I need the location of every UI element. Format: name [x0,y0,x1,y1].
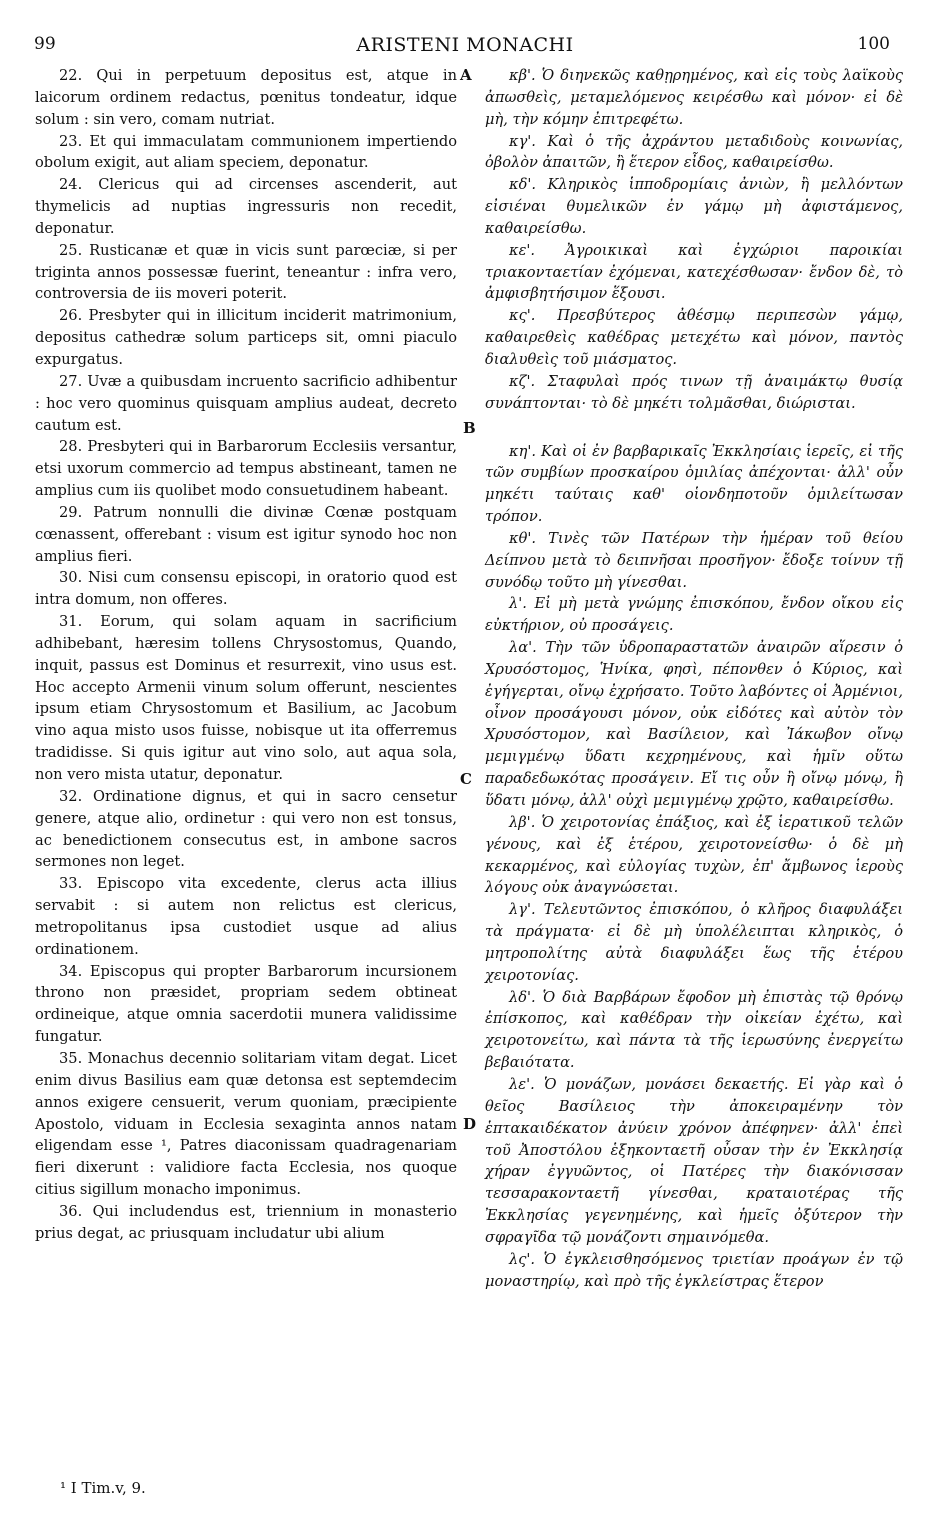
footnote: ¹ I Tim.v, 9. [60,1479,146,1497]
greek-canon-36: λς'. Ὁ ἐγκλεισθησόμενος τριετίαν προάγων ἐν τῷ μοναστηρίῳ, καὶ πρὸ τῆς ἐγκλείστρας ἕτερον [485,1250,903,1290]
spacer [485,415,903,441]
margin-marker-b: B [463,419,476,437]
greek-canon-26: κς'. Πρεσβύτερος ἀθέσμῳ περιπεσὼν γάμῳ, καθαιρεθεὶς καθέδρας μετεχέτω καὶ μόνον, παντὸς διαλυθεὶς τοῦ μιάσματος. [485,307,903,368]
greek-canon-31: λα'. Τὴν τῶν ὑδροπαραστατῶν ἀναιρῶν αἵρεσιν ὁ Χρυσόστομος, Ἡνίκα, φησὶ, πέπονθεν ὁ Κύριος, καὶ ἐγήγερται, οἴνῳ ἐχρήσατο. Τοῦτο λαβόντες οἱ Ἀρμένιοι, οἶνον προσάγουσι μόνον, οὐκ εἰδότες καὶ αὐτὸν τὸν Χρυσόστομον, καὶ Βασίλειον, καὶ Ἰάκωβον οἴνῳ μεμιγμένῳ ὕδατι κεχρημένους, καὶ ἡμῖν οὕτω παραδεδωκότας προσάγειν. Εἴ τις οὖν ἢ οἴνῳ μόνῳ, ἢ ὕδατι μόνῳ, ἀλλ' οὐχὶ μεμιγμένῳ χρῷτο, καθαιρείσθω. [485,639,903,809]
latin-column [35,65,457,1245]
greek-canon-29: κθ'. Τινὲς τῶν Πατέρων τὴν ἡμέραν τοῦ θείου Δείπνου μετὰ τὸ δειπνῆσαι προσῆγον· ἔδοξε τοίνυν τῇ συνόδῳ τοῦτο μὴ γίνεσθαι. [485,529,903,591]
latin-canon-31: 31. Eorum, qui solam aquam in sacrificium adhibebant, hæresim tollens Chrysostomus, Quando, inquit, passus est Dominus et resurrexit, vino usus est. Hoc accepto Armenii vinum solum offerunt, nescientes ipsum etiam Chrysostomum et Basilium, ac Jacobum vino aqua misto usos fuisse, nobisque ut ita offerremus tradidisse. Si quis igitur aut vino solo, aut aqua sola, non vero mista utatur, deponatur. [35,613,457,783]
greek-canon-24: κδ'. Κληρικὸς ἱπποδρομίαις ἀνιὼν, ἢ μελλόντων εἰσιέναι θυμελικῶν ἐν γάμῳ μὴ ἀφιστάμενος, καθαιρείσθω. [485,176,903,237]
margin-marker-d: D [463,1115,477,1133]
latin-canon-27: 27. Uvæ a quibusdam incruento sacrificio adhibentur : hoc vero quominus quisquam amplius audeat, decreto cautum est. [35,372,457,434]
page-number-left: 99 [34,34,56,54]
greek-canon-28: κη'. Καὶ οἱ ἐν βαρβαρικαῖς Ἐκκλησίαις ἱερεῖς, εἰ τῆς τῶν συμβίων προσκαίρου ὁμιλίας ἀπέχονται· ἀλλ' οὖν μηκέτι ταύταις καθ' οἱονδηποτοῦν ὁμιλείτωσαν τρόπον. [485,442,903,526]
greek-canon-33: λγ'. Τελευτῶντος ἐπισκόπου, ὁ κλῆρος διαφυλάξει τὰ πράγματα· εἰ δὲ μὴ ὑπολέλειπται κληρικὸς, ὁ μητροπολίτης αὐτὰ διαφυλάξει ἕως τῆς ἑτέρου χειροτονίας. [485,901,903,984]
margin-marker-a: A [460,66,472,84]
latin-canon-32: 32. Ordinatione dignus, et qui in sacro censetur genere, atque alio, ordinetur : qui vero non est tonsus, ac benedictionem consecutus est, in ambone sacros sermones non leget. [35,787,457,871]
greek-canon-32: λβ'. Ὁ χειροτονίας ἐπάξιος, καὶ ἐξ ἱερατικοῦ τελῶν γένους, καὶ ἐξ ἑτέρου, χειροτονείσθω· ὁ δὲ μὴ κεκαρμένος, καὶ εὐλογίας τυχὼν, ἐπ' ἄμβωνος ἱεροὺς λόγους οὐκ ἀναγνώσεται. [485,813,903,897]
latin-canon-33: 33. Episcopo vita excedente, clerus acta illius servabit : si autem non relictus est clericus, metropolitanus ipsa custodiet usque ad alius ordinationem. [35,875,457,958]
greek-canon-23: κγ'. Καὶ ὁ τῆς ἀχράντου μεταδιδοὺς κοινωνίας, ὀβολὸν ἀπαιτῶν, ἢ ἕτερον εἶδος, καθαιρείσθω. [485,132,903,172]
latin-canon-26: 26. Presbyter qui in illicitum inciderit matrimonium, depositus cathedræ solum particeps sit, omni piaculo expurgatus. [35,307,457,368]
latin-canon-22: 22. Qui in perpetuum depositus est, atque in laicorum ordinem redactus, pœnitus tondeatur, idque solum : sin vero, comam nutriat. [35,67,457,128]
greek-canon-30: λ'. Εἰ μὴ μετὰ γνώμης ἐπισκόπου, ἔνδον οἴκου εἰς εὐκτήριον, οὐ προσάγεις. [485,595,903,635]
latin-canon-28: 28. Presbyteri qui in Barbarorum Ecclesiis versantur, etsi uxorum commercio ad tempus abstineant, tamen ne amplius cum iis quolibet modo consuetudinem habeant. [35,438,457,500]
latin-canon-30: 30. Nisi cum consensu episcopi, in oratorio quod est intra domum, non offeres. [35,569,457,609]
latin-canon-25: 25. Rusticanæ et quæ in vicis sunt parœciæ, si per triginta annos possessæ fuerint, teneantur : infra vero, controversia de iis moveri poterit. [35,241,457,303]
latin-canon-29: 29. Patrum nonnulli die divinæ Cœnæ postquam cœnassent, offerebant : visum est igitur synodo hoc non amplius fieri. [35,503,457,565]
greek-canon-25: κε'. Ἀγροικικαὶ καὶ ἐγχώριοι παροικίαι τριακονταετίαν ἐχόμεναι, κατεχέσθωσαν· ἔνδον δὲ, τὸ ἀμφισβητήσιμον ἕξουσι. [485,241,903,303]
greek-canon-35: λε'. Ὁ μονάζων, μονάσει δεκαετής. Εἰ γὰρ καὶ ὁ θεῖος Βασίλειος τὴν ἀποκειραμένην τὸν ἑπτακαιδέκατον ἀνύειν χρόνον ἀπέφηνεν· ἀλλ' ἐπεὶ τοῦ Ἀποστόλου ἑξηκονταετῆ οὖσαν τὴν ἐν Ἐκκλησίᾳ χήραν ἐγγυῶντος, οἱ Πατέρες τὴν διακόνισσαν τεσσαρακονταετῆ γίνεσθαι, κραταιοτέρας τῆς Ἐκκλησίας γεγενημένης, καὶ ἡμεῖς ὀξύτερον τὴν σφραγῖδα τῷ μονάζοντι σημαινόμεθα. [485,1075,903,1246]
greek-column [485,65,903,1292]
latin-canon-23: 23. Et qui immaculatam communionem impertiendo obolum exigit, aut aliam speciem, deponatur. [35,132,457,172]
greek-canon-27: κζ'. Σταφυλαὶ πρός τινων τῇ ἀναιμάκτῳ θυσίᾳ συνάπτονται· τὸ δὲ μηκέτι τολμᾶσθαι, διώρισται. [485,372,903,412]
greek-canon-34: λδ'. Ὁ διὰ Βαρβάρων ἔφοδον μὴ ἐπιστὰς τῷ θρόνῳ ἐπίσκοπος, καὶ καθέδραν τὴν οἰκείαν ἐχέτω, καὶ χειροτονείτω, καὶ πάντα τὰ τῆς ἱερωσύνης ἐνεργείτω βεβαιότατα. [485,988,903,1072]
latin-canon-34: 34. Episcopus qui propter Barbarorum incursionem throno non præsidet, propriam sedem obtineat ordineique, atque omnia sacerdotii munera validissime fungatur. [35,962,457,1046]
latin-canon-36: 36. Qui includendus est, triennium in monasterio prius degat, ac priusquam includatur ubi alium [35,1202,457,1242]
running-header [34,34,896,60]
latin-canon-35: 35. Monachus decennio solitariam vitam degat. Licet enim divus Basilius eam quæ detonsa est septemdecim annos exigere censuerit, verum quoniam, præcipiente Apostolo, viduam in Ecclesia sexaginta annos natam eligendam esse ¹, Patres diaconissam quadragenariam fieri dixerunt : validiore facta Ecclesia, nos quoque citius sigillum monacho imponimus. [35,1049,457,1199]
page-number-right: 100 [857,34,890,54]
latin-canon-24: 24. Clericus qui ad circenses ascenderit, aut thymelicis ad nuptias ingressuris non recedit, deponatur. [35,176,457,237]
page-title: ARISTENI MONACHI [356,34,574,56]
margin-marker-c: C [460,770,472,788]
greek-canon-22: κβ'. Ὁ διηνεκῶς καθῃρημένος, καὶ εἰς τοὺς λαϊκοὺς ἀπωσθεὶς, μεταμελόμενος κειρέσθω καὶ μόνον· εἰ δὲ μὴ, τὴν κόμην ἐπιτρεφέτω. [485,67,903,128]
